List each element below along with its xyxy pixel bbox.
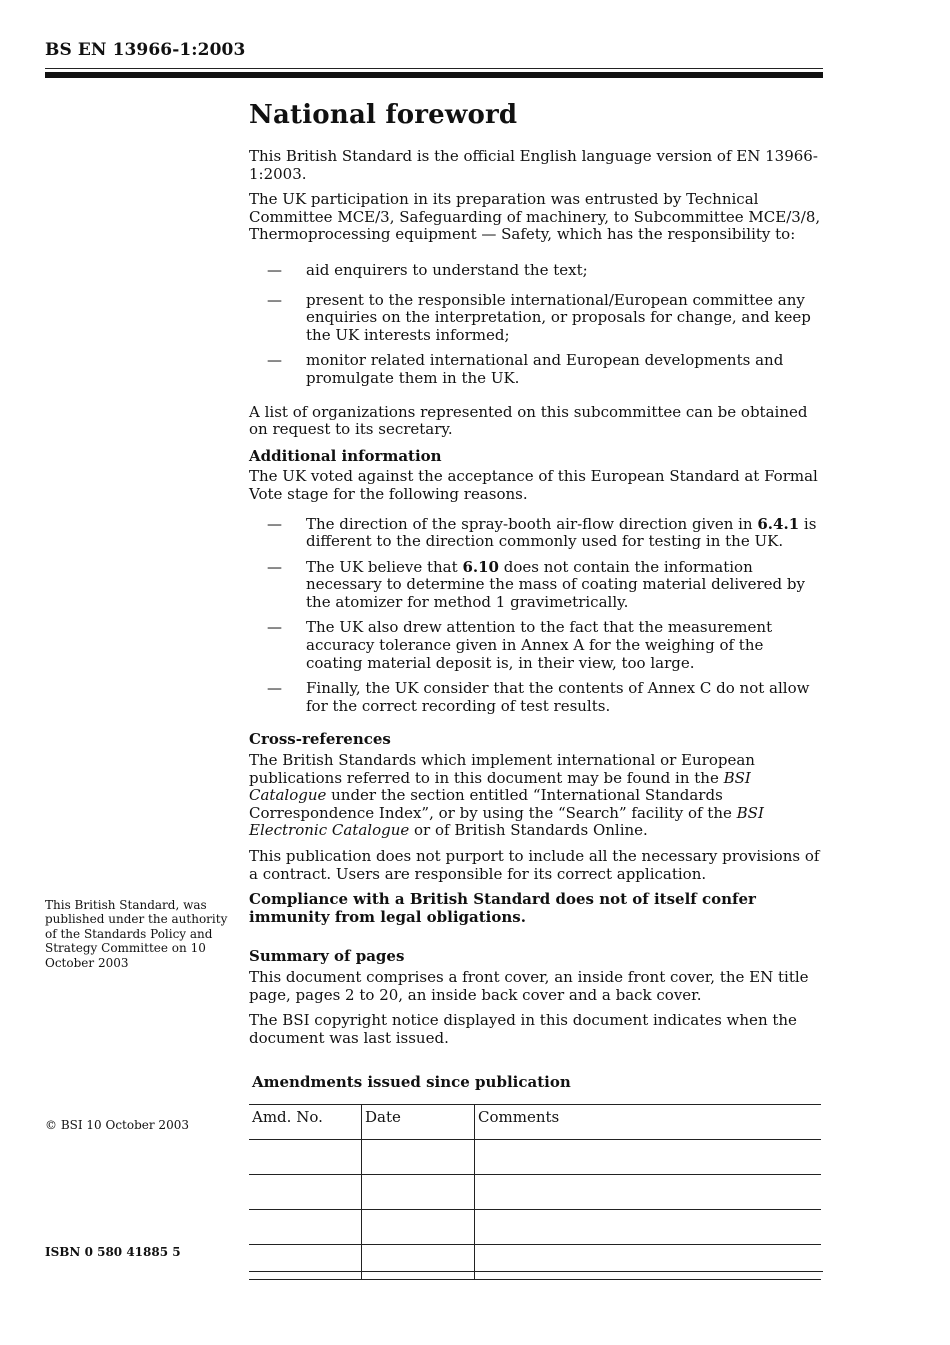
page-title: National foreword [249,100,518,130]
intro-paragraph-1: This British Standard is the official English language version of EN 13966-1:2003. [249,147,818,183]
intro-paragraph-3: A list of organizations represented on this subcommittee can be obtained on request to its secretary. [249,402,808,439]
table-row [249,1245,821,1280]
disclaimer-text: This publication does not purport to include all the necessary provisions of a contract. Users are responsible for its correct application. [249,847,820,883]
intro-paragraph-2: The UK participation in its preparation was entrusted by Technical Committee MCE/3, Safeguarding of machinery, to Subcommittee MCE/3/8, Thermoprocessing equipment — Safety, which has the responsibility to: [249,190,821,244]
document-id: BS EN 13966-1:2003 [45,40,246,60]
column-header-amd-no: Amd. No. [249,1105,362,1140]
main-text [249,148,824,1055]
clause-reference: 6.10 [462,557,499,576]
cross-references-heading: Cross-references [249,730,391,749]
compliance-notice: Compliance with a British Standard does not of itself confer immunity from legal obligations. [249,890,756,926]
cross-references-text: The British Standards which implement international or European publications referred to in this document may be found in the BSI Catalogue under the section entitled “International Standards Correspondence Index”, or by using the “Search” facility of the BSI Electronic Catalogue or of British Standards Online. [249,751,764,840]
column-header-date: Date [362,1105,475,1140]
isbn: ISBN 0 580 41885 5 [45,1245,181,1259]
table-row [249,1175,821,1210]
additional-information-text: The UK voted against the acceptance of this European Standard at Formal Vote stage for the following reasons. [249,467,818,503]
amendments-table [249,1104,821,1280]
list-item: — The direction of the spray-booth air-flow direction given in 6.4.1 is different to the direction commonly used for testing in the UK. [267,514,817,551]
copyright-notice-text: The BSI copyright notice displayed in this document indicates when the document was last issued. [249,1011,797,1047]
table-header-row [249,1105,821,1140]
summary-text: This document comprises a front cover, an inside front cover, the EN title page, pages 2 to 20, an inside back cover and a back cover. [249,967,809,1004]
reasons-list [249,516,824,716]
column-header-comments: Comments [475,1105,822,1140]
copyright-line: © BSI 10 October 2003 [45,1118,189,1132]
authority-note: This British Standard, was published under the authority of the Standards Policy and Strategy Committee on 10 October 2003 [45,898,228,970]
header-rule-thick [45,72,823,78]
summary-of-pages-heading: Summary of pages [249,947,405,966]
header-rule-thin [45,68,823,69]
additional-information-heading: Additional information [249,446,442,465]
table-row [249,1140,821,1175]
list-item: — aid enquirers to understand the text; [267,260,588,279]
amendments-heading: Amendments issued since publication [252,1073,571,1091]
list-item: — monitor related international and European developments and promulgate them in the UK. [267,351,784,387]
list-item: — present to the responsible international/European committee any enquiries on the interpretation, or proposals for change, and keep the UK interests informed; [267,290,811,344]
responsibility-list [249,262,824,388]
table-row [249,1210,821,1245]
list-item: — Finally, the UK consider that the contents of Annex C do not allow for the correct recording of test results. [267,679,810,715]
footer-rule [249,1271,823,1272]
list-item: — The UK also drew attention to the fact that the measurement accuracy tolerance given in Annex A for the weighing of the coating material deposit is, in their view, too large. [267,618,773,672]
list-item: — The UK believe that 6.10 does not contain the information necessary to determine the mass of coating material delivered by the atomizer for method 1 gravimetrically. [267,557,805,611]
clause-reference: 6.4.1 [757,514,800,533]
